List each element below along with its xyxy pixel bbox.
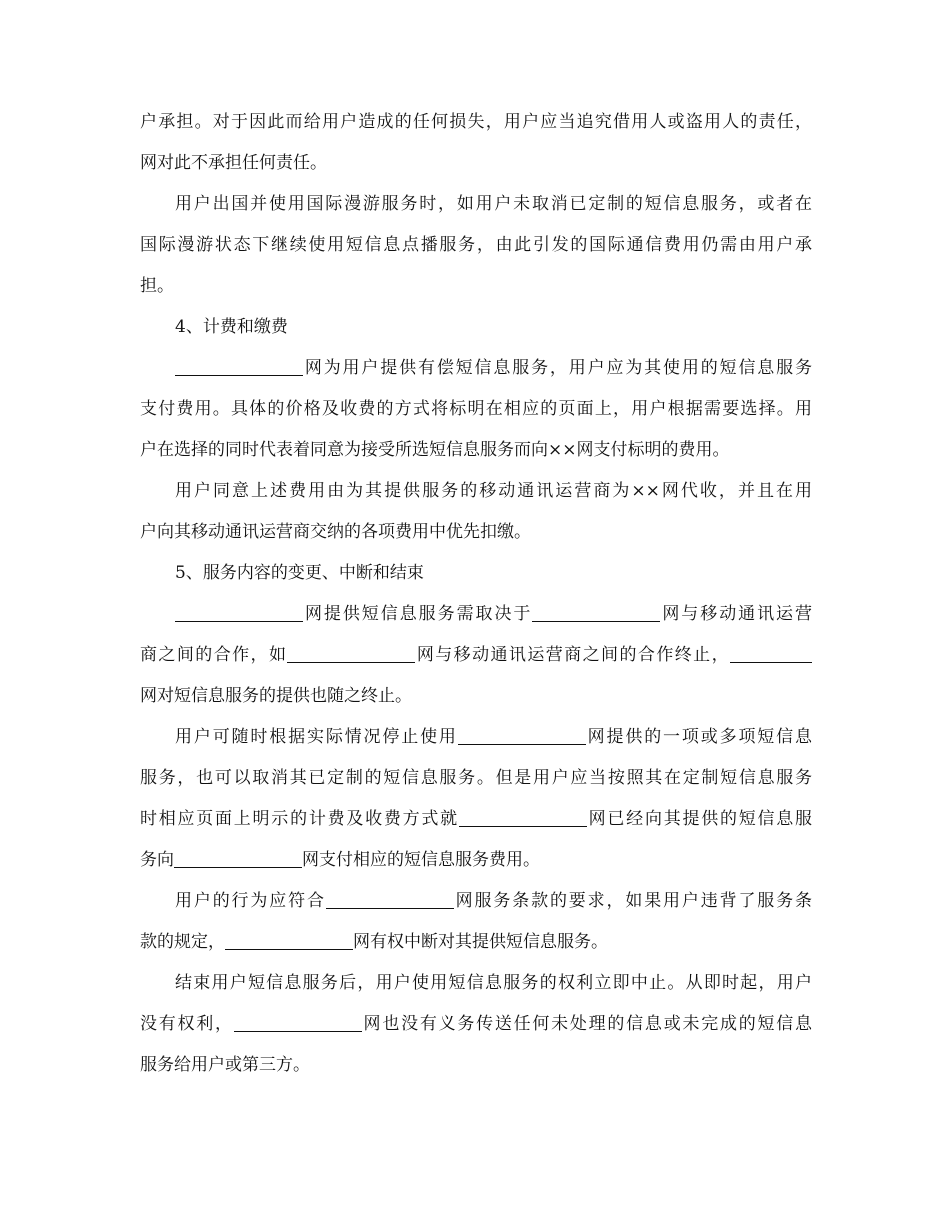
fill-in-blank <box>175 604 303 622</box>
text-line: 服务，也可以取消其已定制的短信息服务。但是用户应当按照其在定制短信息服务 <box>140 768 812 788</box>
text-line: 结束用户短信息服务后，用户使用短信息服务的权利立即中止。从即时起，用户 <box>175 973 812 993</box>
text-line: 用户的行为应符合 网服务条款的要求，如果用户违背了服务条 <box>175 891 813 911</box>
text-line: 户向其移动通讯运营商交纳的各项费用中优先扣缴。 <box>140 522 531 542</box>
document-page <box>140 102 812 1086</box>
text-line: 时相应页面上明示的计费及收费方式就 网已经向其提供的短信息服 <box>140 809 813 829</box>
text-line: 没有权利， 网也没有义务传送任何未处理的信息或未完成的短信息 <box>140 1014 813 1034</box>
text-line: 用户可随时根据实际情况停止使用 网提供的一项或多项短信息 <box>175 727 813 747</box>
section-heading-service-changes: 5、服务内容的变更、中断和结束 <box>175 563 424 583</box>
section-heading-billing: 4、计费和缴费 <box>175 317 288 337</box>
fill-in-blank <box>458 727 586 745</box>
paragraph-paid-service <box>140 348 812 471</box>
text-line: 网对此不承担任何责任。 <box>140 153 327 173</box>
text-line: 务向 网支付相应的短信息服务费用。 <box>140 850 540 870</box>
text-line: 款的规定， 网有权中断对其提供短信息服务。 <box>140 932 608 952</box>
fill-in-blank <box>175 358 303 376</box>
paragraph-service-termination <box>140 963 812 1086</box>
fill-in-blank <box>459 809 587 827</box>
fill-in-blank <box>326 891 454 909</box>
text-line: 户承担。对于因此而给用户造成的任何损失，用户应当追究借用人或盗用人的责任， <box>140 112 812 132</box>
paragraph-international-roaming <box>140 184 812 307</box>
text-line: 用户出国并使用国际漫游服务时，如用户未取消已定制的短信息服务，或者在 <box>175 194 812 214</box>
text-line: 国际漫游状态下继续使用短信息点播服务，由此引发的国际通信费用仍需由用户承 <box>140 235 812 255</box>
text-line: 担。 <box>140 276 174 296</box>
text-line: 网对短信息服务的提供也随之终止。 <box>140 686 412 706</box>
text-line: 用户同意上述费用由为其提供服务的移动通讯运营商为××网代收，并且在用 <box>175 481 812 501</box>
paragraph-liability-continued <box>140 102 812 184</box>
paragraph-carrier-cooperation <box>140 594 812 717</box>
paragraph-stop-service <box>140 717 812 881</box>
text-line: 网为用户提供有偿短信息服务，用户应为其使用的短信息服务 <box>140 348 812 389</box>
text-line: 网提供短信息服务需取决于 网与移动通讯运营 <box>140 594 812 635</box>
text-line: 支付费用。具体的价格及收费的方式将标明在相应的页面上，用户根据需要选择。用 <box>140 399 812 419</box>
fill-in-blank <box>287 645 415 663</box>
text-line: 商之间的合作，如 网与移动通讯运营商之间的合作终止， <box>140 635 812 676</box>
paragraph-user-conduct <box>140 881 812 963</box>
paragraph-carrier-collection <box>140 471 812 553</box>
text-line: 服务给用户或第三方。 <box>140 1055 310 1075</box>
fill-in-blank <box>225 932 353 950</box>
fill-in-blank <box>730 645 812 663</box>
fill-in-blank <box>234 1014 362 1032</box>
fill-in-blank <box>174 850 302 868</box>
text-line: 户在选择的同时代表着同意为接受所选短信息服务而向××网支付标明的费用。 <box>140 440 730 460</box>
fill-in-blank <box>532 604 660 622</box>
